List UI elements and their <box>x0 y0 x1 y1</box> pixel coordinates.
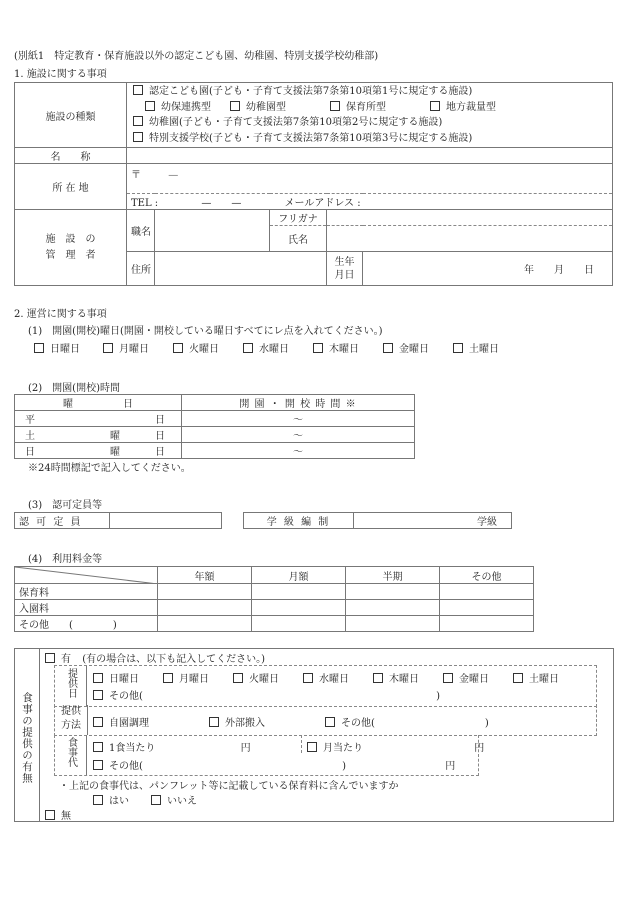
day-label: 月曜日 <box>119 344 149 355</box>
meal-cost-block <box>54 735 485 776</box>
class-table <box>243 512 512 529</box>
col-annual: 年額 <box>158 567 252 584</box>
fee-cell[interactable] <box>440 600 534 616</box>
fee-cell[interactable] <box>158 600 252 616</box>
yen-label: 円 <box>445 761 456 772</box>
checkbox[interactable] <box>93 717 103 727</box>
sunday-hours-field[interactable]: 〜 <box>182 443 415 459</box>
included-answers <box>93 792 197 807</box>
checkbox[interactable] <box>373 673 383 683</box>
checkbox[interactable] <box>430 101 440 111</box>
included-question: ・上記の食事代は、パンフレット等に記載している保育料に含んでいますか <box>59 781 399 792</box>
residence-field[interactable] <box>155 252 327 286</box>
meals-no-label: 無 <box>61 811 71 822</box>
meals-side-label: 食事の提供の有無 <box>21 692 33 784</box>
manager-label <box>15 210 127 286</box>
provision-days-label <box>55 666 87 706</box>
method-label <box>55 705 88 735</box>
fees-title: (4) 利用料金等 <box>28 554 103 565</box>
job-title-field[interactable] <box>155 210 270 252</box>
fee-cell[interactable] <box>252 600 346 616</box>
checkbox[interactable] <box>443 673 453 683</box>
subtype-yohorenkei: 幼保連携型 <box>161 101 211 113</box>
method-other: その他( <box>341 718 375 729</box>
meals-yes-label: 有 <box>61 654 71 665</box>
row-childcare-fee: 保育料 <box>15 584 158 600</box>
checkbox-included-no[interactable] <box>151 795 161 805</box>
cost-per-month-row <box>307 739 484 754</box>
job-title-label: 職名 <box>127 210 155 252</box>
cost-divider <box>301 735 302 753</box>
manager-label-line1: 施 設 の <box>45 233 96 245</box>
capacity-field[interactable] <box>110 513 222 529</box>
option-yochien: 幼稚園(子ども・子育て支援法第7条第10項第2号に規定する施設) <box>149 117 443 128</box>
checkbox[interactable] <box>93 673 103 683</box>
day-a: 土 <box>25 431 35 442</box>
fee-cell[interactable] <box>346 616 440 632</box>
checkbox-monday[interactable] <box>103 343 113 353</box>
day-label: 火曜日 <box>189 344 219 355</box>
option-kodomoen: 認定こども園(子ども・子育て支援法第7条第10項第1号に規定する施設) <box>149 86 473 97</box>
birth-label-1: 生年 <box>334 256 355 268</box>
section2-title: 2. 運営に関する事項 <box>14 309 107 320</box>
method-label-2: 方法 <box>61 720 81 731</box>
answer-no: いいえ <box>167 796 197 807</box>
postal-dash: — <box>168 170 179 181</box>
meals-side-cell <box>15 649 40 821</box>
capacity-label: 認 可 定 員 <box>15 513 110 529</box>
checkbox-meals-no[interactable] <box>45 810 55 820</box>
day-label: 土曜日 <box>529 674 559 685</box>
manager-label-line2: 管 理 者 <box>45 249 96 261</box>
method-self: 自園調理 <box>109 718 149 729</box>
day-label: 日曜日 <box>50 344 80 355</box>
checkbox[interactable] <box>209 717 219 727</box>
method-label-1: 提供 <box>61 706 81 717</box>
fees-corner-cell <box>15 567 158 584</box>
checkbox[interactable] <box>307 742 317 752</box>
checkbox[interactable] <box>233 673 243 683</box>
class-field[interactable]: 学級 <box>354 513 512 529</box>
facility-type-cell <box>127 83 613 148</box>
diagonal-line <box>15 567 158 584</box>
cost-per-month-label: 月当たり <box>323 743 363 754</box>
fee-cell[interactable] <box>158 616 252 632</box>
close-paren: ) <box>436 691 440 702</box>
hours-title: (2) 開園(開校)時間 <box>28 383 120 394</box>
meals-no-row <box>45 807 71 822</box>
meals-yes-row <box>45 650 265 665</box>
day-label: 水曜日 <box>259 344 289 355</box>
birth-label-2: 月日 <box>334 269 355 281</box>
day-c: 日 <box>155 431 165 442</box>
open-days-list <box>34 340 499 355</box>
col-day-header: 曜 日 <box>15 395 182 411</box>
capacity-table <box>14 512 222 529</box>
cost-label-text: 食事代 <box>65 737 77 767</box>
checkbox[interactable] <box>145 101 155 111</box>
fee-cell[interactable] <box>346 600 440 616</box>
col-half: 半期 <box>346 567 440 584</box>
fees-table <box>14 566 534 632</box>
checkbox-sunday[interactable] <box>34 343 44 353</box>
section1-title: 1. 施設に関する事項 <box>14 69 107 80</box>
yen-label: 円 <box>474 743 485 754</box>
tel-label: TEL : <box>131 198 159 209</box>
checkbox[interactable] <box>93 742 103 752</box>
cost-label <box>55 735 87 775</box>
day-label: 土曜日 <box>469 344 499 355</box>
checkbox-thursday[interactable] <box>313 343 323 353</box>
cost-per-meal-label: 1食当たり <box>109 743 156 754</box>
fee-cell[interactable] <box>346 584 440 600</box>
close-paren: ) <box>342 761 346 772</box>
address-field[interactable] <box>127 164 613 194</box>
provision-other-row <box>93 687 440 702</box>
day-label: 木曜日 <box>329 344 359 355</box>
checkbox[interactable] <box>303 673 313 683</box>
name2-label: 氏名 <box>270 226 327 252</box>
provision-other-label: その他( <box>109 691 143 702</box>
checkbox[interactable] <box>163 673 173 683</box>
furigana-label: フリガナ <box>270 210 327 226</box>
checkbox-included-yes[interactable] <box>93 795 103 805</box>
capacity-title: (3) 認可定員等 <box>28 500 103 511</box>
fee-cell[interactable] <box>440 616 534 632</box>
email-label: メールアドレス : <box>284 198 361 209</box>
fee-cell[interactable] <box>252 584 346 600</box>
provision-days-block <box>54 665 597 707</box>
day-label: 木曜日 <box>389 674 419 685</box>
subtype-yochien: 幼稚園型 <box>246 101 286 113</box>
day-a: 平 <box>25 415 35 426</box>
checkbox[interactable] <box>325 717 335 727</box>
checkbox[interactable] <box>230 101 240 111</box>
weekday-hours-field[interactable]: 〜 <box>182 411 415 427</box>
cost-per-meal-row <box>93 739 251 754</box>
subtype-chiho: 地方裁量型 <box>446 101 496 113</box>
checkbox-wednesday[interactable] <box>243 343 253 353</box>
checkbox-saturday[interactable] <box>453 343 463 353</box>
checkbox[interactable] <box>513 673 523 683</box>
day-label: 金曜日 <box>459 674 489 685</box>
meals-yes-note: (有の場合は、以下も記入してください。) <box>82 654 265 665</box>
yen-label: 円 <box>240 743 251 754</box>
day-c: 日 <box>155 447 165 458</box>
class-label: 学 級 編 制 <box>244 513 354 529</box>
address-label: 所 在 地 <box>15 164 127 210</box>
col-hours-header: 開 園 ・ 開 校 時 間 ※ <box>182 395 415 411</box>
hours-table <box>14 394 415 459</box>
cost-other-row <box>93 757 455 772</box>
close-paren: ) <box>484 718 489 729</box>
residence-label: 住所 <box>127 252 155 286</box>
methods-list <box>93 714 489 729</box>
checkbox[interactable] <box>93 760 103 770</box>
row-other-fee: その他 ( ) <box>15 616 158 632</box>
day-label: 日曜日 <box>109 674 139 685</box>
day-label: 火曜日 <box>249 674 279 685</box>
row-weekday-label <box>15 411 182 427</box>
provision-days-label-text: 提供日 <box>65 668 77 698</box>
checkbox[interactable] <box>133 85 143 95</box>
furigana-field[interactable] <box>327 210 613 226</box>
checkbox-meals-yes[interactable] <box>45 653 55 663</box>
day-label: 水曜日 <box>319 674 349 685</box>
facility-table <box>14 82 613 286</box>
birth-field[interactable]: 年 月 日 <box>363 252 613 286</box>
day-label: 金曜日 <box>399 344 429 355</box>
day-label: 月曜日 <box>179 674 209 685</box>
manager-name-field[interactable] <box>327 226 613 252</box>
checkbox-tuesday[interactable] <box>173 343 183 353</box>
checkbox[interactable] <box>330 101 340 111</box>
col-monthly: 月額 <box>252 567 346 584</box>
subtype-hoikusho: 保育所型 <box>346 101 386 113</box>
birth-label <box>327 252 363 286</box>
method-external: 外部搬入 <box>225 718 265 729</box>
provision-days-list <box>93 670 559 685</box>
day-b: 曜 <box>110 431 120 442</box>
checkbox[interactable] <box>133 116 143 126</box>
row-saturday-label <box>15 427 182 443</box>
facility-type-label: 施設の種類 <box>15 83 127 148</box>
name-label: 名 称 <box>15 148 127 164</box>
hours-note: ※24時間標記で記入してください。 <box>28 463 191 474</box>
row-admission-fee: 入園料 <box>15 600 158 616</box>
col-other: その他 <box>440 567 534 584</box>
saturday-hours-field[interactable]: 〜 <box>182 427 415 443</box>
days-title: (1) 開園(開校)曜日(開園・開校している曜日すべてにレ点を入れてください。) <box>28 326 383 337</box>
fee-cell[interactable] <box>440 584 534 600</box>
fee-cell[interactable] <box>252 616 346 632</box>
day-c: 日 <box>155 415 165 426</box>
checkbox-friday[interactable] <box>383 343 393 353</box>
meals-section <box>14 648 614 822</box>
day-a: 日 <box>25 447 35 458</box>
postal-mark: 〒 <box>131 170 141 181</box>
answer-yes: はい <box>109 796 129 807</box>
checkbox[interactable] <box>93 690 103 700</box>
day-b: 曜 <box>110 447 120 458</box>
option-tokubetsu: 特別支援学校(子ども・子育て支援法第7条第10項第3号に規定する施設) <box>149 132 473 144</box>
cost-other-label: その他( <box>109 761 143 772</box>
checkbox[interactable] <box>133 132 143 142</box>
name-field[interactable] <box>127 148 613 164</box>
contact-field[interactable] <box>127 194 613 210</box>
fee-cell[interactable] <box>158 584 252 600</box>
tel-dashes: — — <box>201 198 242 209</box>
provision-method-block <box>54 705 597 736</box>
row-sunday-label <box>15 443 182 459</box>
document-header: (別紙1 特定教育・保育施設以外の認定こども園、幼稚園、特別支援学校幼稚部) <box>14 51 379 62</box>
